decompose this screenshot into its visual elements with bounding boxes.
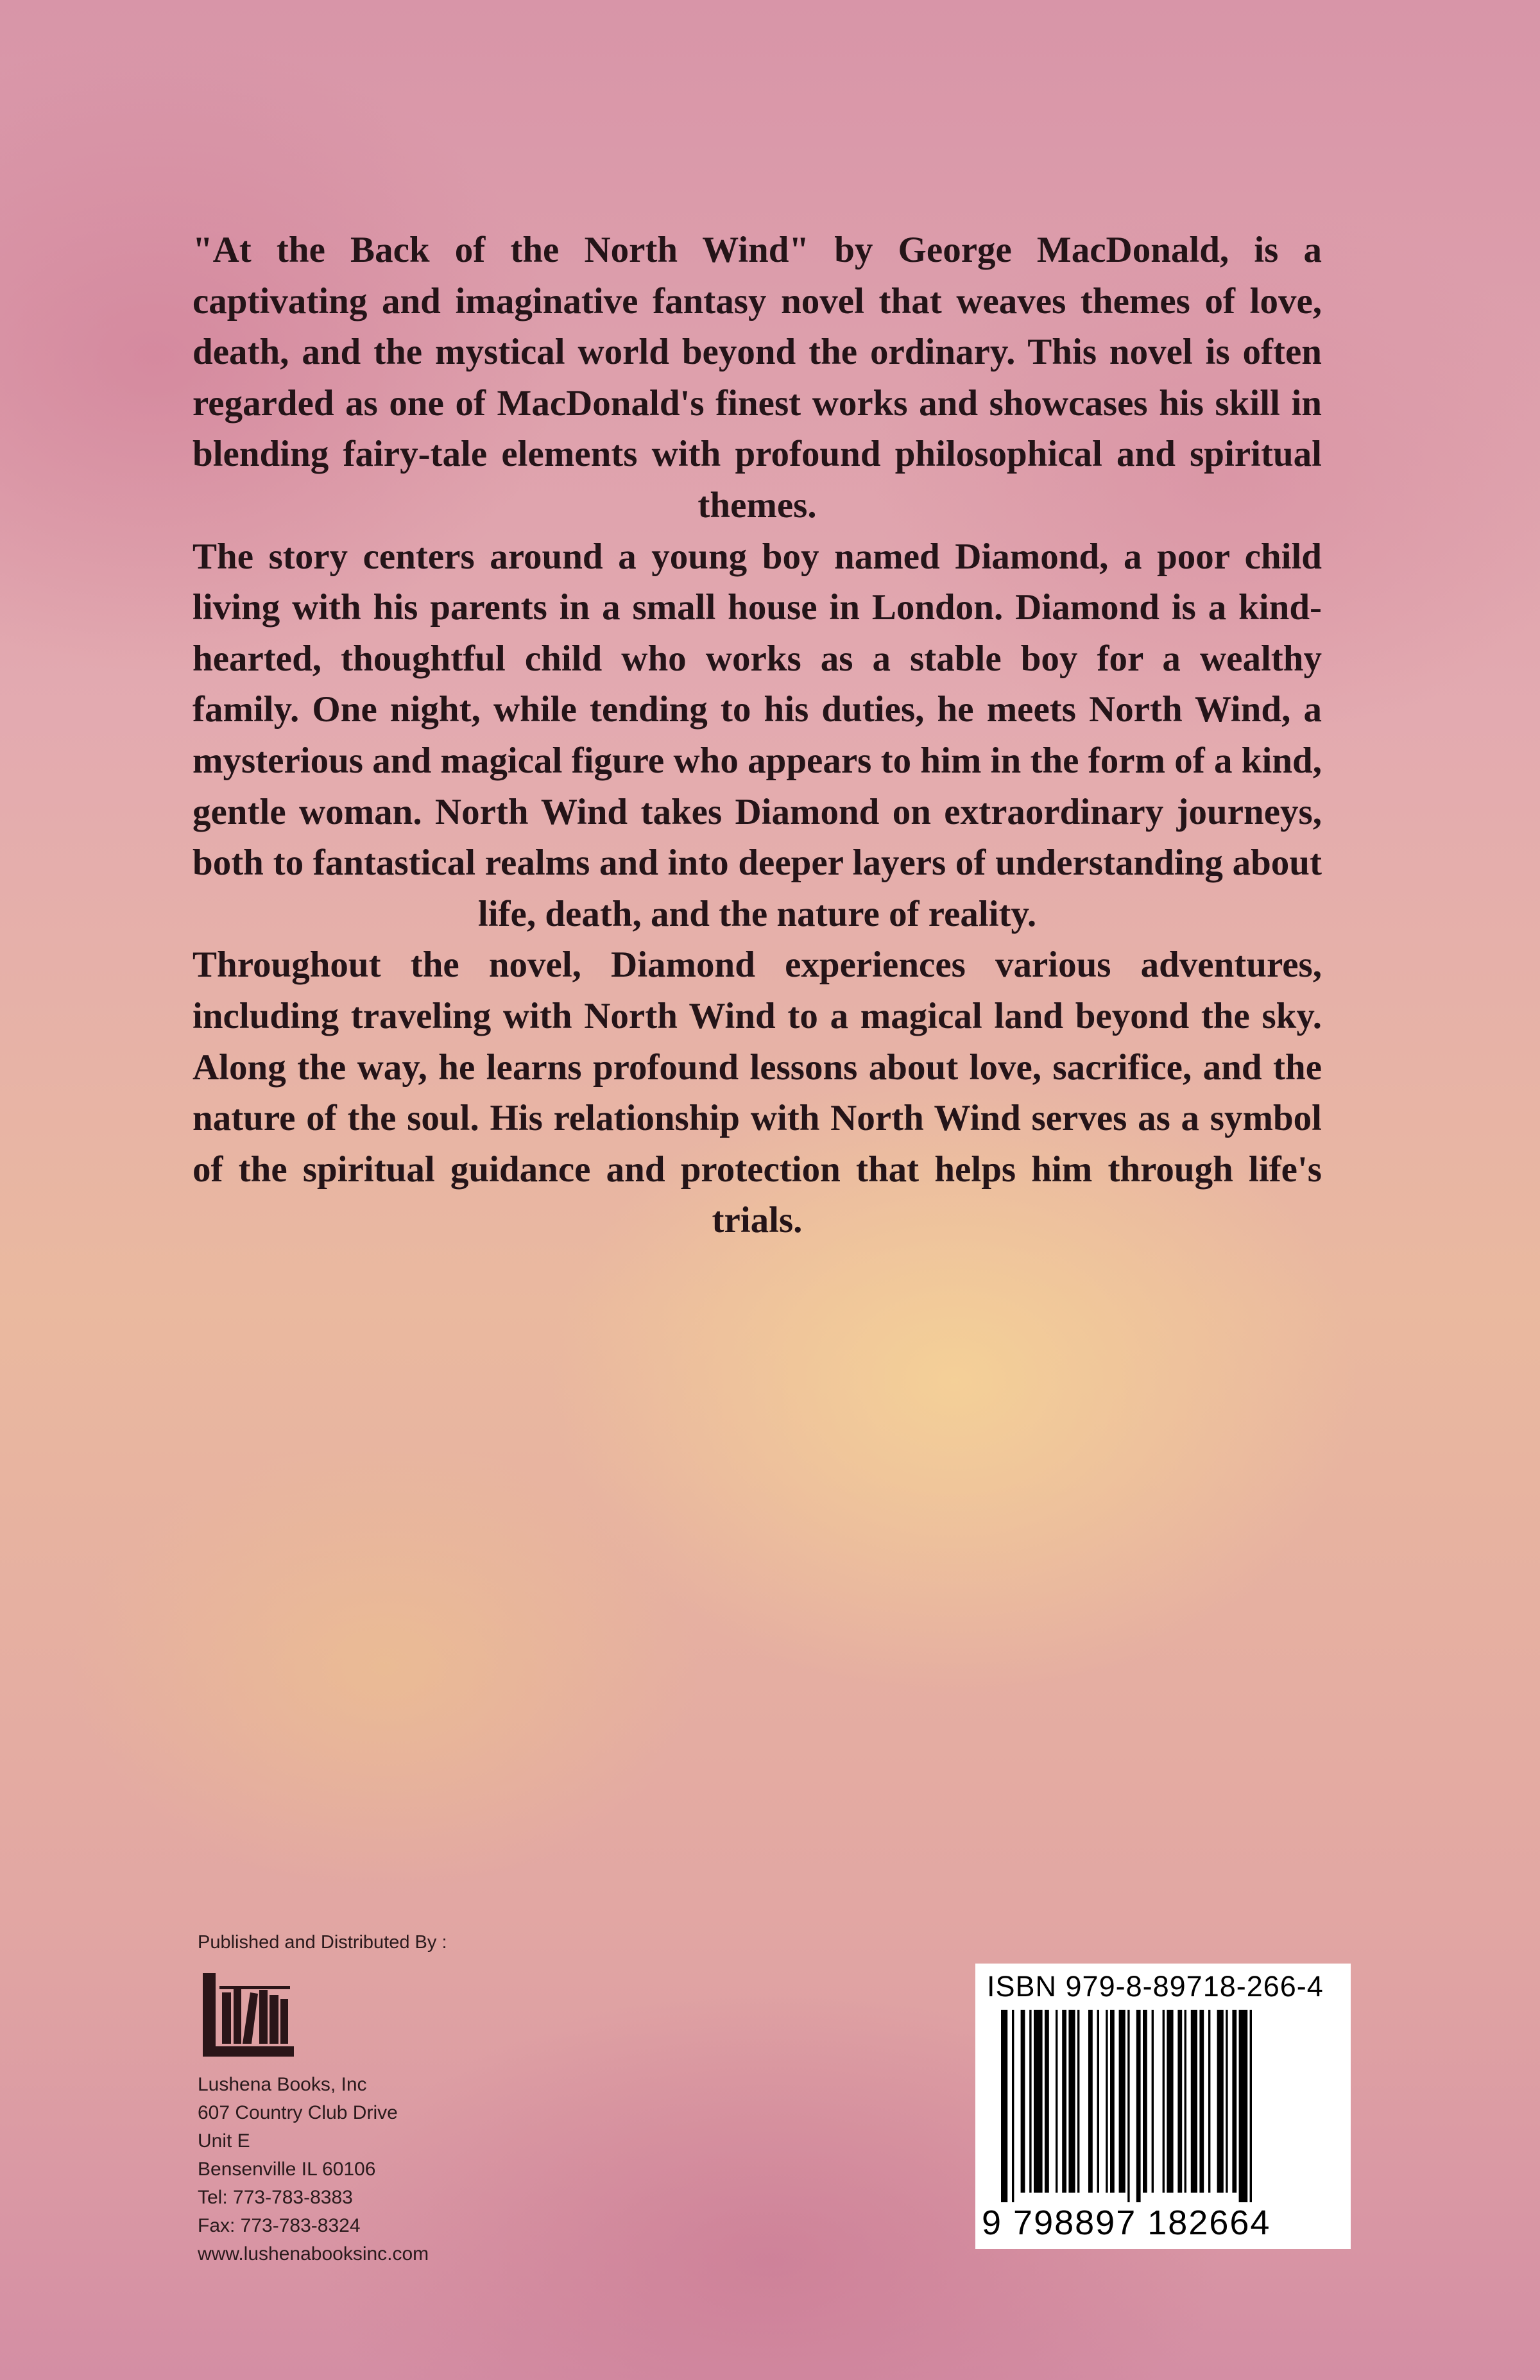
phone-line: Tel: 773-783-8383 [198, 2187, 353, 2208]
fax-line: Fax: 773-783-8324 [198, 2215, 361, 2236]
bookshelf-logo-icon [200, 1973, 296, 2057]
barcode-bar [1088, 2010, 1093, 2193]
barcode-bar [1177, 2010, 1182, 2193]
website-link: www.lushenabooksinc.com [198, 2243, 429, 2264]
barcode-bar [1001, 2010, 1007, 2202]
barcode-bar [1208, 2010, 1210, 2193]
barcode-bar [1217, 2010, 1224, 2193]
barcode-bar [1012, 2010, 1014, 2202]
barcode-bar [1056, 2010, 1057, 2193]
barcode-bar [1136, 2010, 1141, 2202]
blurb-paragraph: Throughout the novel, Diamond experiences various adventures, including traveling with North Wind to a magical land beyond the sky. Along the way, he learns profound lessons about love, sacrifice, and the nature of the soul. His relationship with North Wind serves as a symbol of the spiritual guidance and protection that helps him through life's trials. [193, 945, 1322, 1241]
barcode-bar [1034, 2010, 1043, 2193]
barcode-bar [1163, 2010, 1165, 2193]
barcode-bar [1226, 2010, 1228, 2193]
barcode-bar [1127, 2010, 1129, 2202]
barcode-bar [1199, 2010, 1204, 2193]
barcode-bar [1062, 2010, 1066, 2193]
barcode-bar [1045, 2010, 1049, 2193]
barcode-digits: 9 798897 182664 [982, 2204, 1271, 2242]
isbn-label: ISBN 979-8-89718-266-4 [987, 1970, 1324, 2003]
address-line: 607 Country Club Drive [198, 2102, 398, 2123]
address-line: Bensenville IL 60106 [198, 2159, 376, 2180]
publisher-heading: Published and Distributed By : [198, 1932, 447, 1953]
barcode-bar [1021, 2010, 1025, 2193]
barcode-bar [1029, 2010, 1031, 2193]
address-line: Unit E [198, 2130, 250, 2152]
isbn-barcode [975, 1964, 1351, 2249]
back-cover-blurb [193, 225, 1322, 1246]
barcode-bar [1239, 2010, 1248, 2202]
barcode-bar [1191, 2010, 1197, 2193]
barcode-bars [1001, 2010, 1328, 2202]
barcode-bar [1068, 2010, 1075, 2193]
blurb-paragraph: The story centers around a young boy named Diamond, a poor child living with his parents in a small house in London. Diamond is a kind-hearted, thoughtful child who works as a stable boy for a wealthy family. One night, while tending to his duties, he meets North Wind, a mysterious and magical figure who appears to him in the form of a kind, gentle woman. North Wind takes Diamond on extraordinary journeys, both to fantastical realms and into deeper layers of understanding about life, death, and the nature of reality. [193, 536, 1322, 934]
barcode-bar [1152, 2010, 1154, 2193]
barcode-bar [1110, 2010, 1115, 2193]
barcode-bar [1106, 2010, 1108, 2193]
barcode-bar [1185, 2010, 1186, 2193]
publisher-info [198, 1928, 647, 2268]
barcode-bar [1119, 2010, 1125, 2193]
address-line: Lushena Books, Inc [198, 2074, 367, 2095]
barcode-bar [1143, 2010, 1147, 2193]
barcode-bar [1250, 2010, 1252, 2202]
barcode-bar [1077, 2010, 1079, 2193]
blurb-paragraph: "At the Back of the North Wind" by George MacDonald, is a captivating and imaginative fantasy novel that weaves themes of love, death, and the mystical world beyond the ordinary. This novel is often regarded as one of MacDonald's finest works and showcases his skill in blending fairy-tale elements with profound philosophical and spiritual themes. [193, 230, 1322, 526]
barcode-bar [1167, 2010, 1173, 2193]
barcode-bar [1097, 2010, 1099, 2193]
barcode-bar [1232, 2010, 1236, 2193]
